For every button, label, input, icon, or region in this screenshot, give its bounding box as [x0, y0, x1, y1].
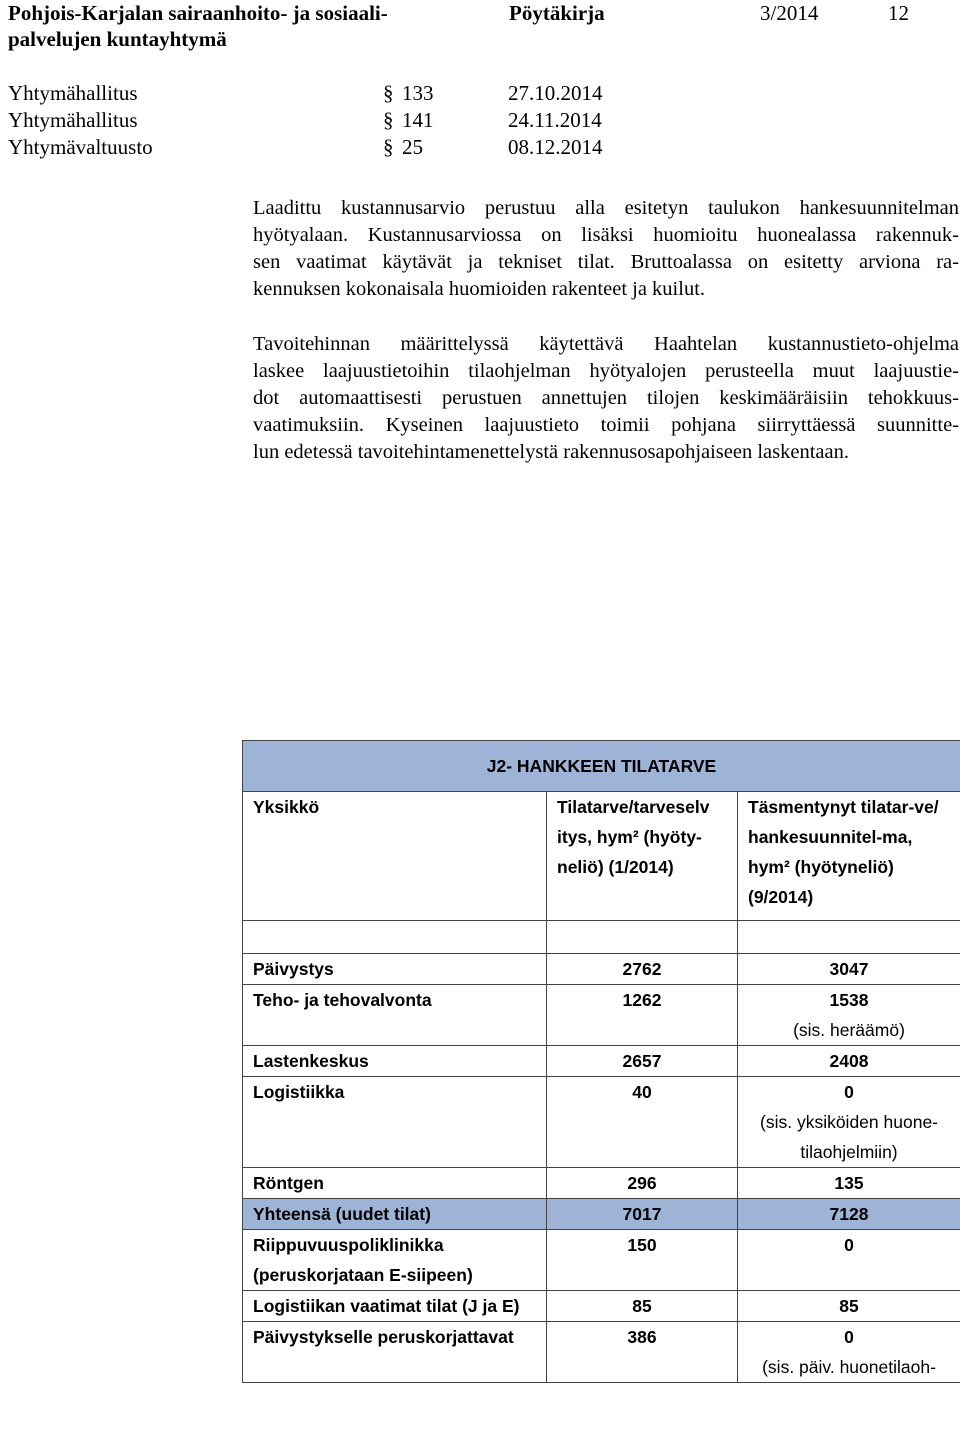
unit-cell: Röntgen [243, 1168, 547, 1199]
value-2014-9: 0 [844, 1327, 854, 1347]
value-note: (sis. yksiköiden huone-tilaohjelmiin) [760, 1112, 938, 1162]
paragraph-line: lun edetessä tavoitehintamenettelystä rakennusosapohjaiseen laskentaan. [253, 441, 850, 463]
section-sign-icon: § [383, 81, 394, 105]
paragraph-line: laskee laajuustietoihin tilaohjelman hyötyalojen perusteella muut laajuustie- [253, 360, 959, 382]
org-line-2: palvelujen kuntayhtymä [8, 27, 227, 51]
document-type: Pöytäkirja [509, 1, 605, 25]
value-2014-1-cell: 2762 [547, 954, 738, 985]
reference-date: 24.11.2014 [508, 108, 602, 132]
table-row [243, 985, 960, 1046]
table-body [243, 954, 960, 1383]
value-2014-9-cell [738, 1291, 960, 1322]
reference-body: Yhtymävaltuusto [8, 135, 153, 159]
column-header-unit: Yksikkö [243, 792, 547, 921]
reference-body: Yhtymähallitus [8, 108, 138, 132]
space-requirement-table [242, 740, 960, 1383]
org-line-1: Pohjois-Karjalan sairaanhoito- ja sosiaali- [8, 1, 388, 25]
unit-cell: Päivystys [243, 954, 547, 985]
reference-date: 27.10.2014 [508, 81, 603, 105]
paragraph-line: vaatimuksiin. Kyseinen laajuustieto toimii pohjana siirryttäessä suunnitte- [253, 414, 959, 436]
value-2014-1-cell: 2657 [547, 1046, 738, 1077]
table-row [243, 1046, 960, 1077]
value-2014-9-cell [738, 1199, 960, 1230]
paragraph-line: Laadittu kustannusarvio perustuu alla esitetyn taulukon hankesuunnitelman [253, 197, 959, 219]
table-row [243, 1291, 960, 1322]
unit-cell: Teho- ja tehovalvonta [243, 985, 547, 1046]
table-title: J2- HANKKEEN TILATARVE [243, 741, 960, 792]
table-header-row [243, 792, 960, 921]
value-2014-9-cell [738, 1077, 960, 1168]
unit-cell: Päivystykselle peruskorjattavat [243, 1322, 547, 1383]
value-2014-9-cell [738, 1046, 960, 1077]
value-2014-1-cell: 40 [547, 1077, 738, 1168]
paragraph-line: dot automaattisesti perustuen annettujen tilojen keskimääräisiin tehokkuus- [253, 387, 959, 409]
unit-cell: Riippuvuuspoliklinikka (peruskorjataan E-siipeen) [243, 1230, 547, 1291]
unit-cell: Yhteensä (uudet tilat) [243, 1199, 547, 1230]
table-row [243, 1168, 960, 1199]
value-2014-9: 7128 [829, 1204, 869, 1224]
table-row [243, 1077, 960, 1168]
table-row [243, 1322, 960, 1383]
unit-cell: Lastenkeskus [243, 1046, 547, 1077]
reference-date: 08.12.2014 [508, 135, 603, 159]
value-2014-1-cell: 85 [547, 1291, 738, 1322]
value-2014-9-cell [738, 954, 960, 985]
paragraph-cost-estimate [253, 195, 959, 303]
page-number: 12 [888, 1, 909, 25]
value-2014-9: 2408 [829, 1051, 869, 1071]
value-2014-1-cell: 150 [547, 1230, 738, 1291]
value-2014-1-cell: 7017 [547, 1199, 738, 1230]
value-2014-9-cell [738, 1230, 960, 1291]
value-note: (sis. heräämö) [793, 1020, 905, 1040]
value-2014-1-cell: 1262 [547, 985, 738, 1046]
value-2014-9: 85 [839, 1296, 859, 1316]
paragraph-line: sen vaatimat käytävät ja tekniset tilat. Bruttoalassa on esitetty arviona ra- [253, 251, 959, 273]
table-row [243, 954, 960, 985]
document-number: 3/2014 [760, 1, 819, 25]
value-note: (sis. päiv. huonetilaoh- [762, 1357, 936, 1377]
unit-cell: Logistiikka [243, 1077, 547, 1168]
reference-body: Yhtymähallitus [8, 81, 138, 105]
paragraph-line: hyötyalaan. Kustannusarviossa on lisäksi huomioitu huonealassa rakennuk- [253, 224, 959, 246]
value-2014-9: 135 [834, 1173, 864, 1193]
paragraph-line: kennuksen kokonaisala huomioiden rakenteet ja kuilut. [253, 278, 706, 300]
value-2014-1-cell: 386 [547, 1322, 738, 1383]
reference-number: 133 [402, 81, 434, 105]
value-2014-9-cell [738, 1168, 960, 1199]
value-2014-9: 0 [844, 1082, 854, 1102]
value-2014-9-cell [738, 1322, 960, 1383]
section-sign-icon: § [383, 108, 394, 132]
value-2014-9: 3047 [829, 959, 869, 979]
column-header-2014-9: Täsmentynyt tilatar-ve/ hankesuunnitel-ma, hym² (hyötyneliö) (9/2014) [738, 792, 960, 921]
value-2014-9-cell [738, 985, 960, 1046]
column-header-2014-1: Tilatarve/tarveselv itys, hym² (hyöty-neliö) (1/2014) [547, 792, 738, 921]
value-2014-1-cell: 296 [547, 1168, 738, 1199]
reference-number: 141 [402, 108, 434, 132]
unit-cell: Logistiikan vaatimat tilat (J ja E) [243, 1291, 547, 1322]
table-title-row [243, 741, 960, 792]
paragraph-target-price [253, 331, 959, 466]
paragraph-line: Tavoitehinnan määrittelyssä käytettävä Haahtelan kustannustieto-ohjelma [253, 333, 959, 355]
reference-number: 25 [402, 135, 423, 159]
section-sign-icon: § [383, 135, 394, 159]
table-spacer-row [243, 921, 960, 954]
value-2014-9: 1538 [829, 990, 869, 1010]
organization-name [8, 0, 388, 52]
table-row [243, 1230, 960, 1291]
table-row [243, 1199, 960, 1230]
value-2014-9: 0 [844, 1235, 854, 1255]
